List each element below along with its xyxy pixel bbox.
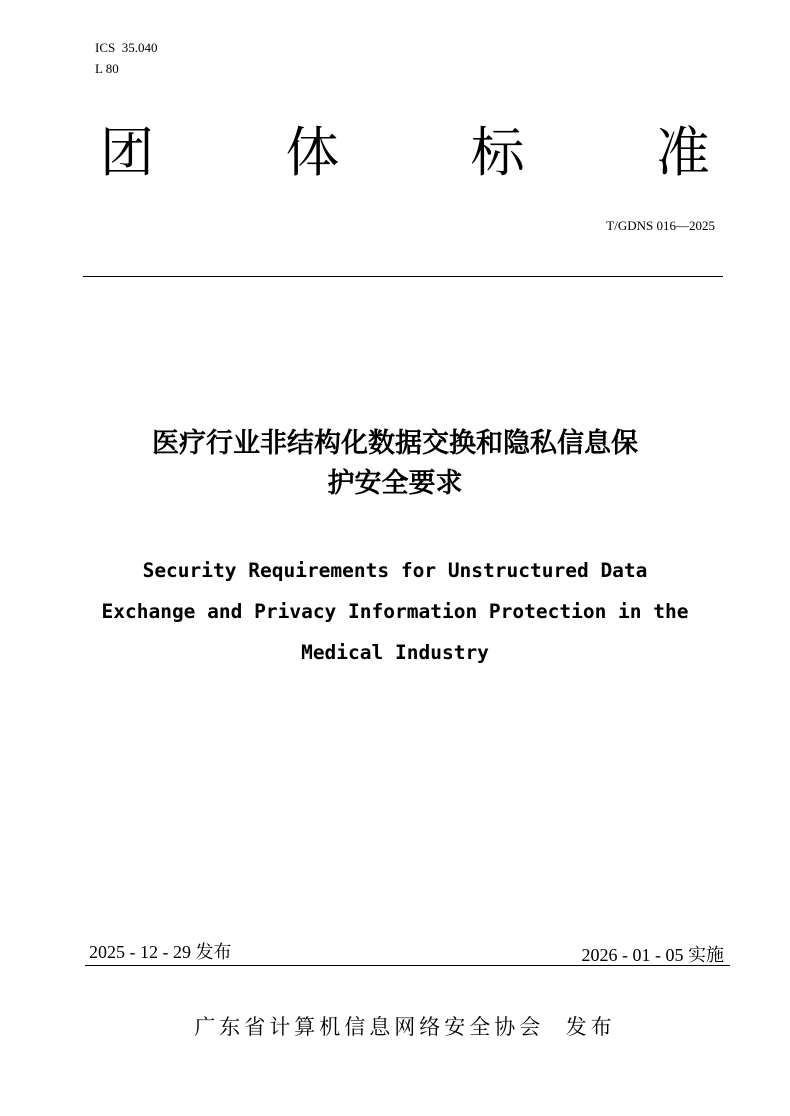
implementation-date: 2026 - 01 - 05 实施: [581, 945, 724, 965]
chinese-title-line-2: 护安全要求: [327, 468, 463, 499]
chinese-title-line-1: 医疗行业非结构化数据交换和隐私信息保: [152, 428, 638, 459]
chinese-title: [60, 424, 730, 504]
standard-type-heading: [100, 120, 710, 186]
standard-type-char-4: 准: [655, 121, 710, 184]
english-title-line-3: Medical Industry: [301, 641, 489, 664]
publisher: 广东省计算机信息网络安全协会 发布: [194, 1015, 616, 1039]
ics-code: ICS 35.040: [95, 40, 158, 55]
english-title: [40, 550, 750, 673]
standard-number: T/GDNS 016—2025: [606, 218, 715, 233]
issue-date: 2025 - 12 - 29 发布: [89, 942, 232, 962]
top-divider: [83, 276, 723, 277]
english-title-line-2: Exchange and Privacy Information Protection in the: [101, 600, 689, 623]
standard-type-char-2: 体: [285, 121, 340, 184]
bottom-divider: [85, 965, 730, 966]
english-title-line-1: Security Requirements for Unstructured Data: [142, 559, 648, 582]
clc-code: L 80: [95, 61, 119, 76]
standard-type-char-3: 标: [470, 121, 525, 184]
standard-type-char-1: 团: [100, 121, 154, 184]
